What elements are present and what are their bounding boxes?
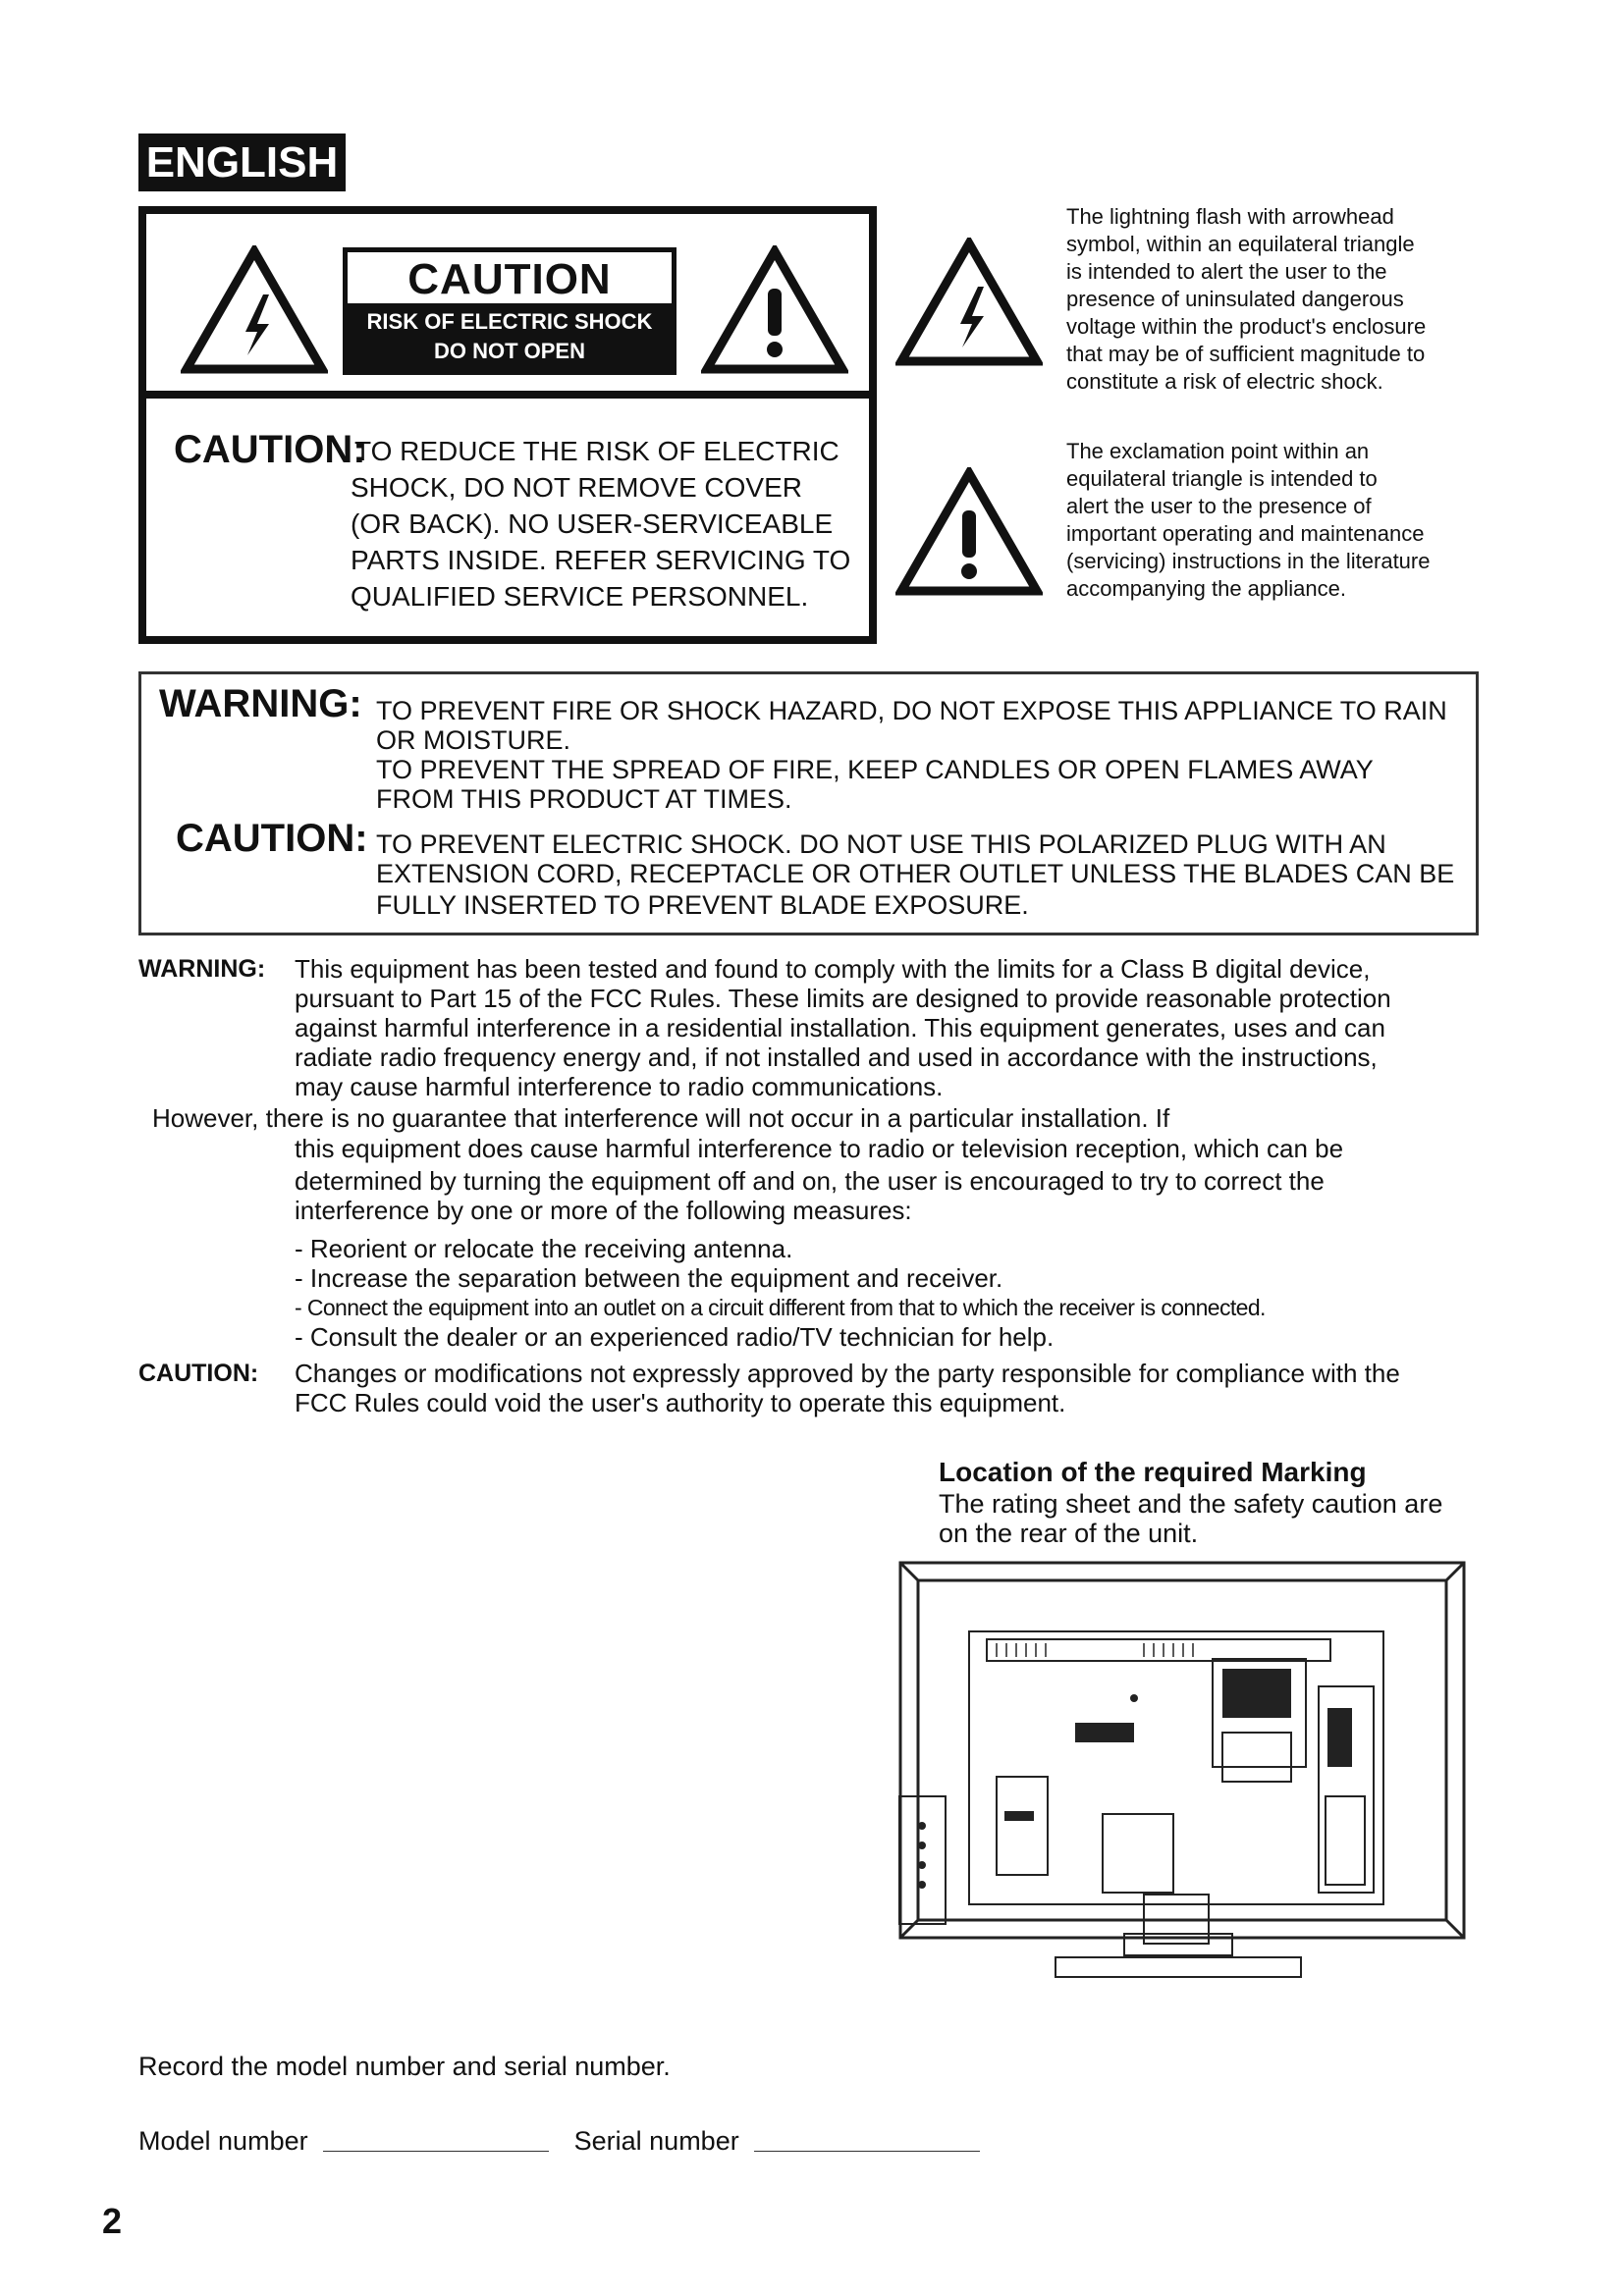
fcc-continue-text: [295, 1134, 1343, 1225]
caution-divider: [146, 391, 869, 399]
caution-heading-2: CAUTION:: [176, 817, 368, 860]
lightning-note-line: symbol, within an equilateral triangle: [1066, 232, 1415, 256]
exclamation-note-line: alert the user to the presence of: [1066, 494, 1372, 518]
lightning-warning-icon: [181, 245, 328, 375]
record-instruction: Record the model number and serial number.: [138, 2052, 671, 2081]
exclamation-warning-icon: [701, 245, 848, 375]
measure-item: - Increase the separation between the equipment and receiver.: [295, 1263, 1003, 1293]
marking-line: The rating sheet and the safety caution are: [939, 1489, 1443, 1519]
language-tag: ENGLISH: [138, 133, 346, 191]
serial-number-label: Serial number: [573, 2126, 739, 2156]
lightning-note-line: presence of uninsulated dangerous: [1066, 287, 1404, 311]
lightning-note-line: constitute a risk of electric shock.: [1066, 369, 1383, 394]
caution-label-line2: DO NOT OPEN: [433, 339, 585, 363]
caution-line-5: QUALIFIED SERVICE PERSONNEL.: [351, 581, 809, 612]
lightning-note-line: The lightning flash with arrowhead: [1066, 204, 1394, 229]
model-number-blank: [323, 2151, 549, 2152]
caution-line-3: (OR BACK). NO USER-SERVICEABLE: [351, 508, 834, 539]
warning-line: OR MOISTURE.: [376, 725, 571, 755]
exclamation-note-line: equilateral triangle is intended to: [1066, 466, 1378, 491]
fcc-caution-label: CAUTION:: [138, 1360, 259, 1387]
lightning-symbol-icon: [895, 238, 1043, 367]
serial-number-blank: [754, 2151, 980, 2152]
warning-box: [138, 671, 1479, 935]
caution-line-1: TO REDUCE THE RISK OF ELECTRIC: [354, 436, 839, 466]
warning-heading: WARNING:: [159, 682, 362, 725]
fcc-line: interference by one or more of the following measures:: [295, 1196, 912, 1225]
fcc-warning-label: WARNING:: [138, 955, 266, 983]
exclamation-note-line: (servicing) instructions in the literature: [1066, 549, 1431, 573]
measure-item: - Connect the equipment into an outlet on a circuit different from that to which the receiver is connected.: [295, 1295, 1266, 1320]
fcc-line: this equipment does cause harmful interference to radio or television reception, which can be: [295, 1134, 1344, 1163]
model-serial-line: [138, 2126, 980, 2157]
fcc-line: determined by turning the equipment off and on, the user is encouraged to try to correct the: [295, 1166, 1325, 1196]
caution-box: [138, 206, 877, 644]
measure-item: - Reorient or relocate the receiving antenna.: [295, 1234, 793, 1263]
marking-line: on the rear of the unit.: [939, 1519, 1199, 1548]
lightning-note-line: is intended to alert the user to the: [1066, 259, 1387, 284]
exclamation-symbol-icon: [895, 467, 1043, 597]
warning-line: FROM THIS PRODUCT AT TIMES.: [376, 784, 792, 814]
caution-label: [343, 247, 677, 375]
measure-item: - Consult the dealer or an experienced radio/TV technician for help.: [295, 1322, 1055, 1352]
fcc-line: against harmful interference in a residential installation. This equipment generates, uses and can: [295, 1013, 1385, 1042]
caution-heading: CAUTION:: [174, 428, 366, 471]
caution-line: FULLY INSERTED TO PREVENT BLADE EXPOSURE.: [376, 890, 1029, 920]
page-number: 2: [102, 2201, 123, 2241]
caution-label-warning: [348, 303, 672, 370]
fcc-line: This equipment has been tested and found to comply with the limits for a Class B digital device,: [295, 954, 1371, 984]
fcc-warning-text: [295, 954, 1391, 1101]
fcc-line: radiate radio frequency energy and, if not installed and used in accordance with the instructions,: [295, 1042, 1378, 1072]
exclamation-note-line: The exclamation point within an: [1066, 439, 1370, 463]
caution-line: TO PREVENT ELECTRIC SHOCK. DO NOT USE THIS POLARIZED PLUG WITH AN: [376, 829, 1386, 859]
fcc-line: pursuant to Part 15 of the FCC Rules. These limits are designed to provide reasonable protection: [295, 984, 1391, 1013]
lightning-note-line: that may be of sufficient magnitude to: [1066, 342, 1426, 366]
fcc-however-line: However, there is no guarantee that interference will not occur in a particular installation. If: [152, 1103, 1170, 1133]
warning-line: TO PREVENT FIRE OR SHOCK HAZARD, DO NOT EXPOSE THIS APPLIANCE TO RAIN: [376, 696, 1447, 725]
tv-rear-illustration: [898, 1561, 1468, 1983]
model-number-label: Model number: [138, 2126, 308, 2156]
exclamation-note-line: accompanying the appliance.: [1066, 576, 1346, 601]
exclamation-note-line: important operating and maintenance: [1066, 521, 1425, 546]
lightning-note: [1066, 203, 1489, 396]
caution-line-4: PARTS INSIDE. REFER SERVICING TO: [351, 545, 851, 575]
lightning-note-line: voltage within the product's enclosure: [1066, 314, 1427, 339]
warning-line: TO PREVENT THE SPREAD OF FIRE, KEEP CANDLES OR OPEN FLAMES AWAY: [376, 755, 1374, 784]
fcc-line: FCC Rules could void the user's authority to operate this equipment.: [295, 1388, 1066, 1417]
caution-label-line1: RISK OF ELECTRIC SHOCK: [366, 309, 653, 334]
fcc-measures: [295, 1234, 1266, 1352]
marking-title: Location of the required Marking: [939, 1457, 1367, 1487]
exclamation-note: [1066, 438, 1489, 603]
fcc-line: Changes or modifications not expressly approved by the party responsible for compliance with the: [295, 1359, 1400, 1388]
fcc-caution-text: [295, 1359, 1400, 1417]
caution-line: EXTENSION CORD, RECEPTACLE OR OTHER OUTLET UNLESS THE BLADES CAN BE: [376, 859, 1455, 888]
fcc-line: may cause harmful interference to radio communications.: [295, 1072, 944, 1101]
caution-label-title: CAUTION: [407, 255, 612, 303]
caution-line-2: SHOCK, DO NOT REMOVE COVER: [351, 472, 802, 503]
